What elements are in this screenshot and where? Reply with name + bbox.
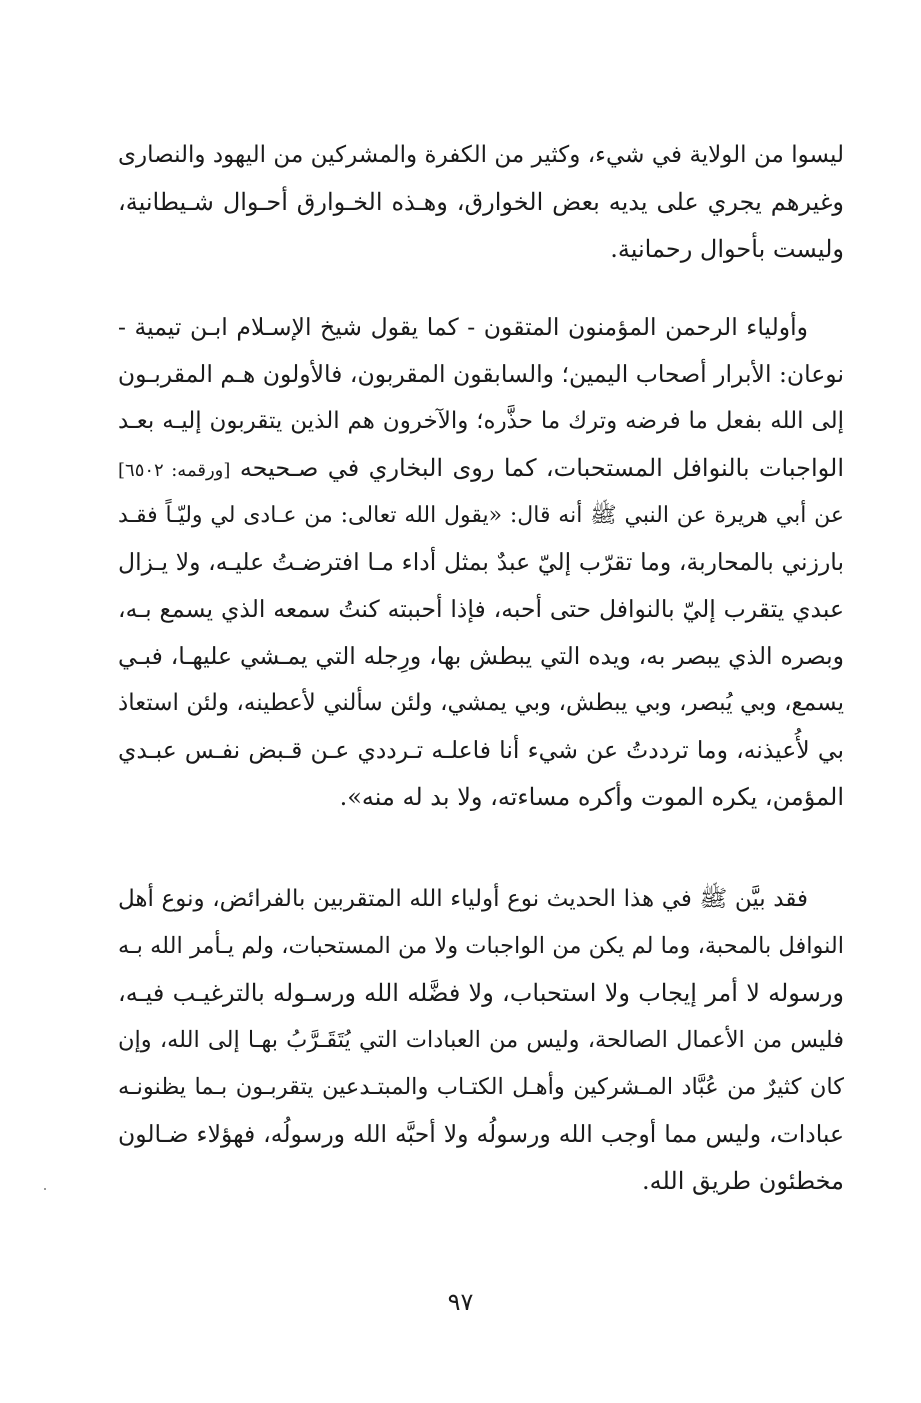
text-line: ليسوا من الولاية في شيء، وكثير من الكفرة والمشركين من اليهود والنصارى: [118, 142, 844, 168]
text-line: ورسوله لا أمر إيجاب ولا استحباب، ولا فضَّله الله ورسـوله بالترغيـب فيـه،: [118, 979, 844, 1007]
text-line: فقد بيَّن ﷺ في هذا الحديث نوع أولياء الله المتقربين بالفرائض، ونوع أهل: [118, 886, 808, 912]
text-line-with-reference: [118, 445, 844, 492]
text-line: نوعان: الأبرار أصحاب اليمين؛ والسابقون المقربون، فالأولون هـم المقربـون: [118, 360, 844, 388]
text-line: بارزني بالمحاربة، وما تقرّب إليّ عبدٌ بمثل أداء مـا افترضـتُ عليـه، ولا يـزال: [118, 548, 844, 576]
paragraph-1: [118, 132, 844, 273]
text-line: إلى الله بفعل ما فرضه وترك ما حذَّره؛ والآخرون هم الذين يتقربون إليـه بعـد: [118, 408, 844, 434]
text-line: المؤمن، يكره الموت وأكره مساءته، ولا بد له منه».: [339, 783, 844, 811]
hadith-reference: [ورقمه: ٦٥٠٢]: [118, 460, 231, 481]
paragraph-3: [118, 876, 844, 1205]
text-line: الواجبات بالنوافل المستحبات، كما روى البخاري في صـحيحه: [239, 454, 844, 482]
text-line: كان كثيرٌ من عُبَّاد المـشركين وأهـل الكتـاب والمبتـدعين يتقربـون بـما يظنونـه: [118, 1074, 844, 1100]
text-line: وغيرهم يجري على يديه بعض الخوارق، وهـذه الخـوارق أحـوال شـيطانية،: [118, 188, 844, 216]
text-line: فليس من الأعمال الصالحة، وليس من العبادات التي يُتَقَـرَّبُ بهـا إلى الله، وإن: [118, 1027, 844, 1053]
text-line: النوافل بالمحبة، وما لم يكن من الواجبات ولا من المستحبات، ولم يـأمر الله بـه: [118, 933, 844, 959]
text-line: عن أبي هريرة عن النبي ﷺ أنه قال: «يقول الله تعالى: من عـادى لي وليّـاً فقـد: [118, 503, 844, 528]
text-line: مخطئون طريق الله.: [641, 1167, 844, 1195]
text-line: وأولياء الرحمن المؤمنون المتقون - كما يقول شيخ الإسـلام ابـن تيمية -: [118, 313, 808, 341]
text-line: عبدي يتقرب إليّ بالنوافل حتى أحبه، فإذا أحببته كنتُ سمعه الذي يسمع بـه،: [118, 595, 844, 623]
text-line: بي لأُعيذنه، وما ترددتُ عن شيء أنا فاعلـه تـرددي عـن قـبض نفـس عبـدي: [118, 736, 844, 764]
text-line: وبصره الذي يبصر به، ويده التي يبطش بها، ورِجله التي يمـشي عليهـا، فبـي: [118, 642, 844, 670]
paragraph-2: [118, 304, 844, 821]
page-number: ٩٧: [447, 1288, 474, 1316]
text-line: عبادات، وليس مما أوجب الله ورسولُه ولا أحبَّه الله ورسولُه، فهؤلاء ضـالون: [118, 1120, 844, 1148]
text-line: يسمع، وبي يُبصر، وبي يبطش، وبي يمشي، ولئن سألني لأعطينه، ولئن استعاذ: [118, 690, 844, 716]
scan-speck: [44, 1188, 46, 1190]
text-line: وليست بأحوال رحمانية.: [610, 235, 844, 263]
